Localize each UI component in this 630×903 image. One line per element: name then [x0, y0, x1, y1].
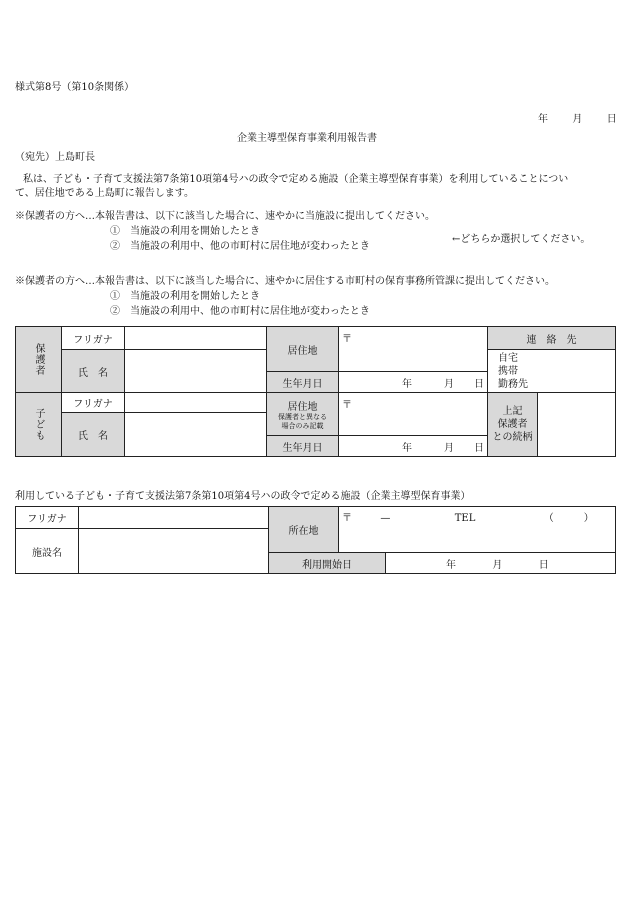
relation-label-1: 上記 [502, 406, 523, 417]
guardian-name-field[interactable] [125, 350, 267, 393]
facility-table [15, 506, 616, 574]
child-furigana-label: フリガナ [62, 393, 125, 413]
child-birth-field[interactable] [339, 436, 488, 457]
tel-parens: （ ） [543, 513, 594, 524]
child-name-label: 氏 名 [62, 413, 125, 457]
child-residence-note1: 保護者と異なる [278, 412, 327, 421]
notice2-item1: ① 当施設の利用を開始したとき [110, 291, 260, 302]
guardian-label: 保護者 [33, 343, 44, 376]
child-furigana-field[interactable] [125, 393, 267, 413]
guardian-residence-field[interactable] [339, 327, 488, 372]
child-label-cell [16, 393, 62, 457]
contact-work: 勤務先 [498, 378, 528, 390]
tel-label: TEL [454, 513, 476, 524]
contact-field[interactable] [488, 350, 616, 393]
facility-furigana-field[interactable] [79, 507, 269, 529]
facility-caption: 利用している子ども・子育て支援法第7条第10項第4号ハの政令で定める施設（企業主導型保育事業） [15, 491, 471, 502]
guardian-furigana-field[interactable] [125, 327, 267, 350]
birth-month: 月 [444, 378, 454, 390]
facility-name-field[interactable] [79, 529, 269, 574]
date-year: 年 [538, 114, 548, 125]
guardian-furigana-label: フリガナ [62, 327, 125, 350]
child-name-field[interactable] [125, 413, 267, 457]
contact-mobile: 携帯 [498, 365, 518, 377]
child-residence-title: 居住地 [287, 401, 318, 413]
start-date-label: 利用開始日 [269, 553, 386, 574]
child-residence-label [267, 393, 339, 436]
notice1-item2: ② 当施設の利用中、他の市町村に居住地が変わったとき [110, 241, 370, 252]
form-number: 様式第8号（第10条関係） [15, 82, 135, 93]
notice1-heading: ※保護者の方へ…本報告書は、以下に該当した場合に、速やかに当施設に提出してください。 [15, 211, 435, 222]
start-year: 年 [446, 559, 456, 571]
addressee: （宛先）上島町長 [15, 152, 95, 163]
guardian-birth-label: 生年月日 [267, 372, 339, 393]
contact-header: 連 絡 先 [488, 327, 616, 350]
notice1-item1: ① 当施設の利用を開始したとき [110, 226, 260, 237]
relation-label-3: との続柄 [492, 432, 533, 443]
guardian-name-label: 氏 名 [62, 350, 125, 393]
start-day: 日 [538, 559, 549, 571]
postal-mark: 〒 [342, 400, 352, 411]
birth-day: 日 [474, 442, 484, 454]
birth-year: 年 [402, 378, 412, 390]
start-date-field[interactable] [386, 553, 616, 574]
relation-label-2: 保護者 [497, 419, 528, 430]
birth-month: 月 [444, 442, 454, 454]
date-line [538, 114, 617, 126]
relation-field[interactable] [538, 393, 616, 457]
guardian-residence-label: 居住地 [267, 327, 339, 372]
date-month: 月 [572, 114, 583, 125]
notice2-item2: ② 当施設の利用中、他の市町村に居住地が変わったとき [110, 306, 370, 317]
notice2-heading: ※保護者の方へ…本報告書は、以下に該当した場合に、速やかに居住する市町村の保育事務所管課に提出してください。 [15, 276, 555, 287]
birth-year: 年 [402, 442, 412, 454]
facility-name-label: 施設名 [16, 529, 79, 574]
guardian-birth-field[interactable] [339, 372, 488, 393]
child-residence-note2: 場合のみ記載 [281, 421, 324, 430]
facility-furigana-label: フリガナ [16, 507, 79, 529]
intro-line-1: 私は、子ども・子育て支援法第7条第10項第4号ハの政令で定める施設（企業主導型保育事業）を利用していることについ [23, 174, 569, 185]
contact-home: 自宅 [498, 352, 518, 364]
document-title: 企業主導型保育事業利用報告書 [237, 133, 377, 144]
location-label: 所在地 [269, 507, 339, 553]
date-day: 日 [606, 114, 617, 125]
applicant-table [15, 326, 616, 457]
postal-mark: 〒 [342, 513, 352, 524]
postal-dash: — [380, 513, 391, 524]
location-field[interactable] [339, 507, 616, 553]
postal-mark: 〒 [342, 334, 352, 345]
intro-line-2: て、居住地である上島町に報告します。 [15, 188, 194, 199]
choose-note: ←どちらか選択してください。 [452, 234, 591, 245]
child-label: 子ども [33, 408, 44, 441]
guardian-label-cell [16, 327, 62, 393]
child-residence-field[interactable] [339, 393, 488, 436]
start-month: 月 [492, 559, 503, 571]
relation-label [488, 393, 538, 457]
child-birth-label: 生年月日 [267, 436, 339, 457]
birth-day: 日 [474, 378, 484, 390]
